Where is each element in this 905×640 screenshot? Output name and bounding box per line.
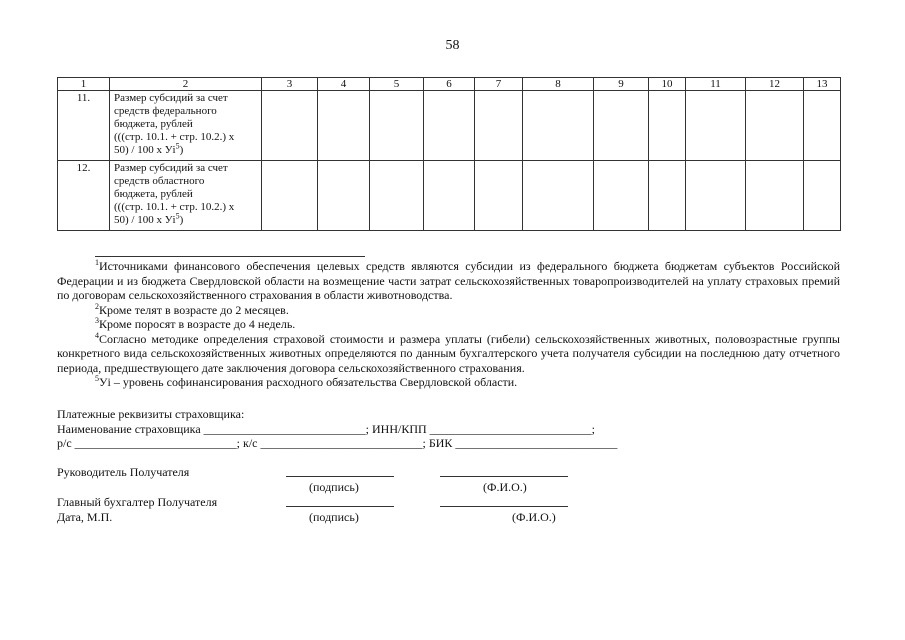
footnote xyxy=(57,317,840,332)
table-cell xyxy=(649,161,686,231)
accountant-name-line xyxy=(440,506,568,507)
table-cell xyxy=(649,91,686,161)
table-cell xyxy=(746,91,804,161)
footnote xyxy=(57,303,840,318)
footnote-text: Уi – уровень софинансирования расходного обязательства Свердловской области. xyxy=(99,375,518,389)
col-header: 2 xyxy=(110,78,262,91)
footnote-text: Кроме телят в возрасте до 2 месяцев. xyxy=(99,302,289,317)
col-header: 11 xyxy=(686,78,746,91)
footnote-ref: 5 xyxy=(175,141,180,151)
footnotes xyxy=(57,259,840,390)
requisites-title: Платежные реквизиты страховщика: xyxy=(57,407,245,421)
table-cell xyxy=(370,91,424,161)
row-description-text: Размер субсидий за счет средств областного бюджета, рублей (((стр. 10.1. + стр. 10.2.) х 50) / 100 х Уi xyxy=(114,162,235,226)
col-header: 3 xyxy=(262,78,318,91)
table-row xyxy=(58,161,841,231)
table-cell xyxy=(686,91,746,161)
table-cell xyxy=(804,91,841,161)
accountant-signature-line xyxy=(286,506,394,507)
row-description xyxy=(110,161,262,231)
row-number: 11. xyxy=(58,91,110,161)
table-cell xyxy=(746,161,804,231)
bank-details-line: р/с ___________________________; к/с ___________________________; БИК ___________________________ xyxy=(57,436,618,450)
footnote-text: Согласно методике определения страховой стоимости и размера уплаты (гибели) сельскохозяйственных животных, половозрастные группы конкретного вида сельскохозяйственных животных определяются по данным бухгалтерского учета получателя субсидии на последнюю дату отчетного периода, предшествующего дате заключения договора сельскохозяйственного страхования. xyxy=(57,331,840,375)
row-description-tail: ) xyxy=(179,214,184,226)
row-number: 12. xyxy=(58,161,110,231)
page-number: 58 xyxy=(445,38,460,53)
footnote-mark: 2 xyxy=(95,301,99,311)
table-cell xyxy=(475,161,523,231)
footnote-mark: 4 xyxy=(95,330,99,340)
footnote-mark: 1 xyxy=(95,258,99,267)
table-cell xyxy=(594,91,649,161)
col-header: 9 xyxy=(594,78,649,91)
col-header: 7 xyxy=(475,78,523,91)
footnote xyxy=(57,332,840,376)
table-cell xyxy=(318,161,370,231)
col-header: 13 xyxy=(804,78,841,91)
col-header: 6 xyxy=(424,78,475,91)
accountant-name-caption: (Ф.И.О.) xyxy=(512,510,556,524)
row-description xyxy=(110,91,262,161)
accountant-label: Главный бухгалтер Получателя xyxy=(57,495,218,509)
footnote-text: Источниками финансового обеспечения целевых средств являются субсидии из федерального бюджета бюджетам субъектов Российской Федерации и из бюджета Свердловской области на возмещение части затрат сельскохозяйственных товаропроизводителей на уплату страховых премий по договорам сельскохозяйственного страхования в области животноводства. xyxy=(57,259,840,302)
table-cell xyxy=(370,161,424,231)
table-cell xyxy=(475,91,523,161)
date-label: Дата, М.П. xyxy=(57,510,113,524)
col-header: 1 xyxy=(58,78,110,91)
head-signature-caption: (подпись) xyxy=(309,480,359,494)
footnote-separator xyxy=(95,256,365,257)
table-cell xyxy=(686,161,746,231)
accountant-signature-caption: (подпись) xyxy=(309,510,359,524)
table-cell xyxy=(262,161,318,231)
row-description-text: Размер субсидий за счет средств федерального бюджета, рублей (((стр. 10.1. + стр. 10.2.) х 50) / 100 х Уi xyxy=(114,92,235,156)
head-name-caption: (Ф.И.О.) xyxy=(483,480,527,494)
col-header: 8 xyxy=(523,78,594,91)
table-cell xyxy=(424,91,475,161)
col-header: 12 xyxy=(746,78,804,91)
col-header: 5 xyxy=(370,78,424,91)
table-cell xyxy=(804,161,841,231)
footnote-mark: 3 xyxy=(95,316,99,325)
table-cell xyxy=(594,161,649,231)
subsidy-table xyxy=(57,77,841,231)
footnote-mark: 5 xyxy=(95,374,99,383)
head-label: Руководитель Получателя xyxy=(57,465,190,479)
footnote xyxy=(57,375,840,390)
col-header: 10 xyxy=(649,78,686,91)
table-cell xyxy=(262,91,318,161)
head-name-line xyxy=(440,476,568,477)
footnote-ref: 5 xyxy=(175,211,180,221)
table-cell xyxy=(424,161,475,231)
row-description-tail: ) xyxy=(179,144,184,156)
table-row xyxy=(58,91,841,161)
footnote-text: Кроме поросят в возрасте до 4 недель. xyxy=(99,317,296,331)
insurer-name-line: Наименование страховщика ___________________________; ИНН/КПП ___________________________; xyxy=(57,421,595,436)
table-cell xyxy=(523,91,594,161)
table-header-row xyxy=(58,78,841,91)
head-signature-line xyxy=(286,476,394,477)
footnote xyxy=(57,259,840,303)
table-cell xyxy=(318,91,370,161)
payment-requisites xyxy=(57,407,677,451)
col-header: 4 xyxy=(318,78,370,91)
table-cell xyxy=(523,161,594,231)
